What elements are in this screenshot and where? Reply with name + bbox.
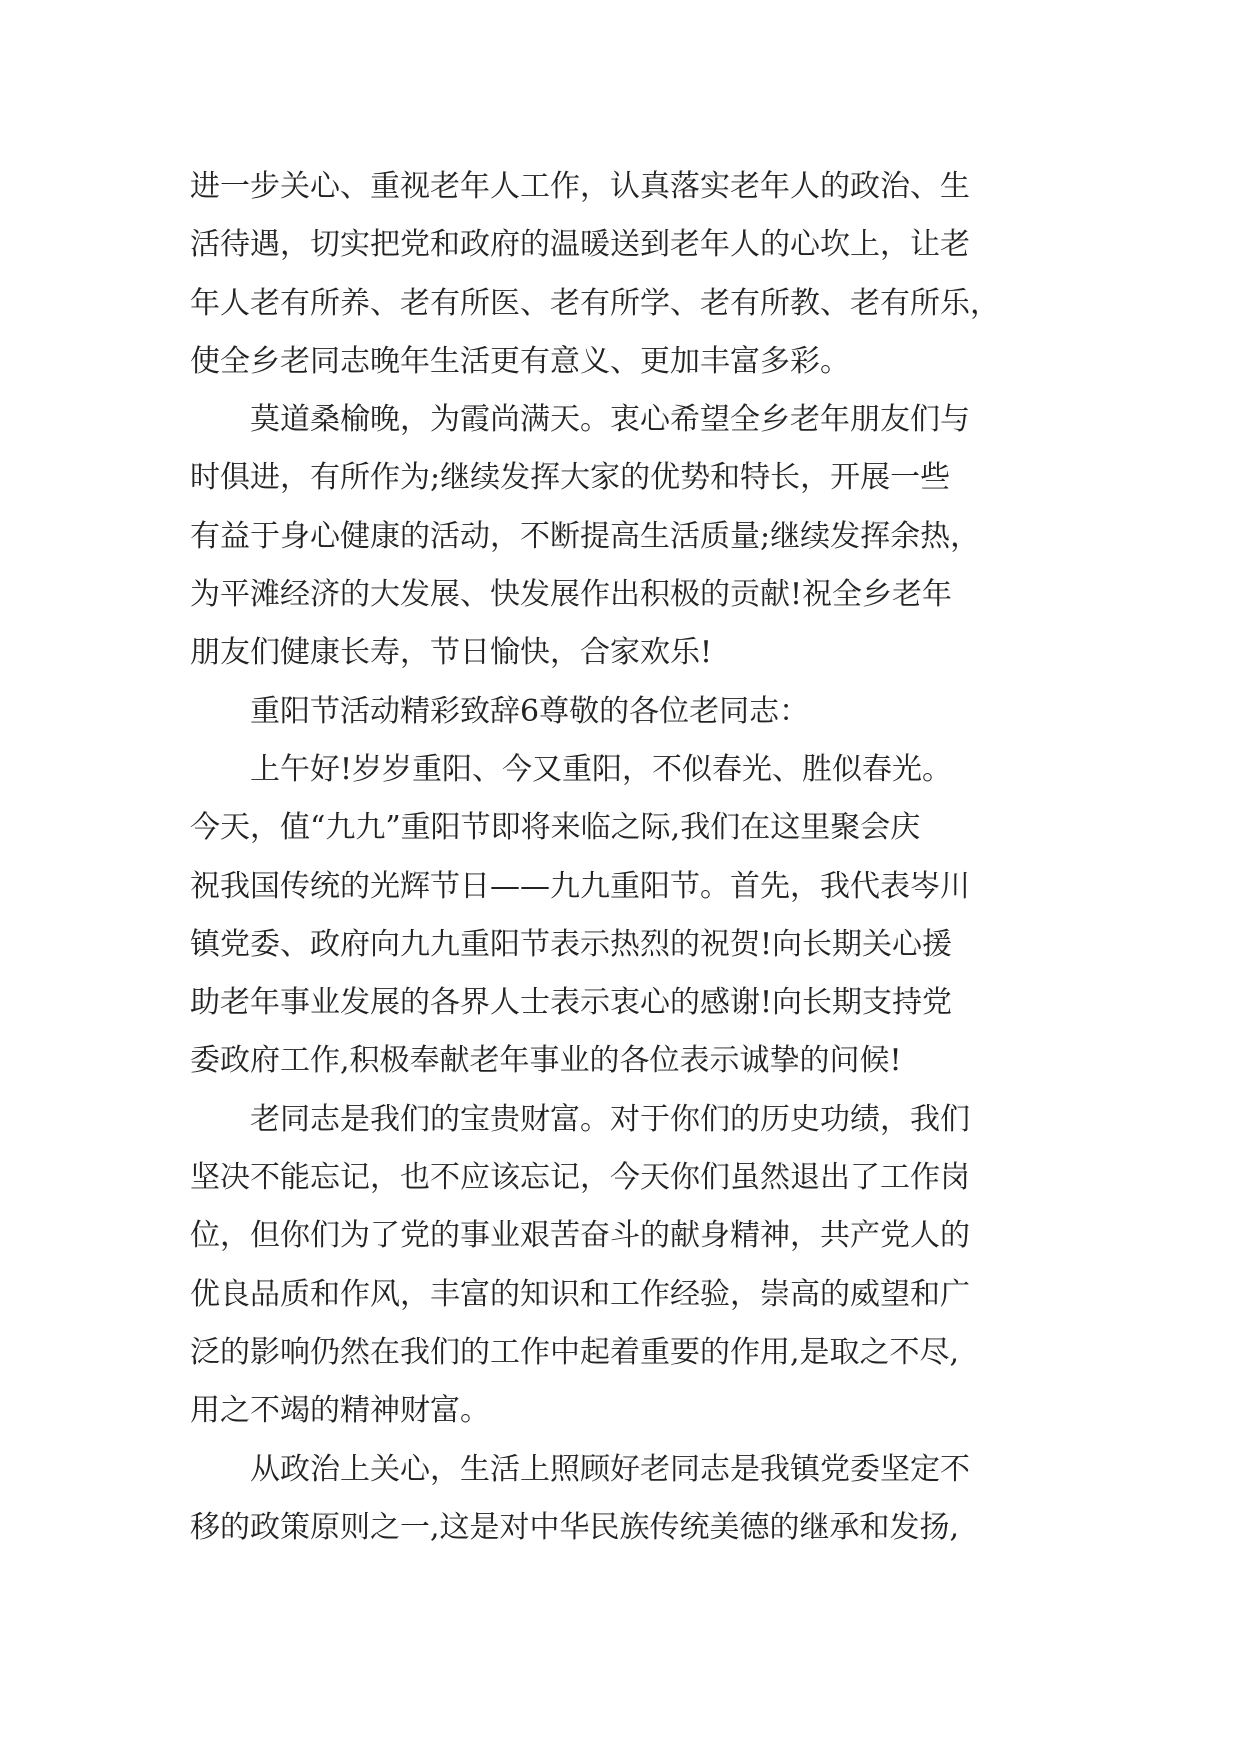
- text-line: 上午好!岁岁重阳、今又重阳，不似春光、胜似春光。: [250, 751, 953, 787]
- text-line: 祝我国传统的光辉节日——九九重阳节。首先，我代表岑川: [190, 868, 970, 904]
- text-line: 朋友们健康长寿，节日愉快，合家欢乐!: [190, 635, 713, 671]
- text-line: 时俱进，有所作为;继续发挥大家的优势和特长，开展一些: [190, 460, 951, 496]
- paragraph-policy-principle: [190, 1441, 1060, 1558]
- text-line: 从政治上关心，生活上照顾好老同志是我镇党委坚定不: [250, 1451, 970, 1487]
- paragraph-veterans-wealth: [190, 1091, 1060, 1441]
- text-line: 老同志是我们的宝贵财富。对于你们的历史功绩，我们: [250, 1101, 970, 1137]
- text-line: 活待遇，切实把党和政府的温暖送到老年人的心坎上，让老: [190, 227, 970, 263]
- text-line: 重阳节活动精彩致辞6尊敬的各位老同志：: [250, 693, 810, 729]
- text-line: 使全乡老同志晚年生活更有意义、更加丰富多彩。: [190, 343, 850, 379]
- text-line: 有益于身心健康的活动，不断提高生活质量;继续发挥余热，: [190, 518, 981, 554]
- text-line: 为平滩经济的大发展、快发展作出积极的贡献!祝全乡老年: [190, 577, 953, 613]
- text-line: 镇党委、政府向九九重阳节表示热烈的祝贺!向长期关心援: [190, 926, 953, 962]
- text-line: 年人老有所养、老有所医、老有所学、老有所教、老有所乐，: [190, 285, 1000, 321]
- paragraph-wishes: [190, 391, 1060, 682]
- paragraph-greeting: [190, 741, 1060, 1091]
- paragraph-elderly-care-policy: [190, 158, 1060, 391]
- text-line: 进一步关心、重视老年人工作，认真落实老年人的政治、生: [190, 169, 970, 204]
- text-line: 泛的影响仍然在我们的工作中起着重要的作用,是取之不尽,: [190, 1334, 960, 1370]
- text-line: 莫道桑榆晚，为霞尚满天。衷心希望全乡老年朋友们与: [250, 402, 970, 438]
- text-line: 移的政策原则之一,这是对中华民族传统美德的继承和发扬,: [190, 1509, 960, 1545]
- text-line: 位，但你们为了党的事业艰苦奋斗的献身精神，共产党人的: [190, 1218, 970, 1254]
- text-line: 今天，值“九九”重阳节即将来临之际,我们在这里聚会庆: [190, 810, 921, 846]
- document-body: [190, 158, 1060, 1557]
- text-line: 坚决不能忘记，也不应该忘记，今天你们虽然退出了工作岗: [190, 1160, 970, 1196]
- text-line: 优良品质和作风，丰富的知识和工作经验，崇高的威望和广: [190, 1276, 970, 1312]
- text-line: 委政府工作,积极奉献老年事业的各位表示诚挚的问候!: [190, 1043, 902, 1079]
- text-line: 用之不竭的精神财富。: [190, 1393, 490, 1429]
- paragraph-speech-heading: [190, 683, 1060, 741]
- text-line: 助老年事业发展的各界人士表示衷心的感谢!向长期支持党: [190, 985, 953, 1021]
